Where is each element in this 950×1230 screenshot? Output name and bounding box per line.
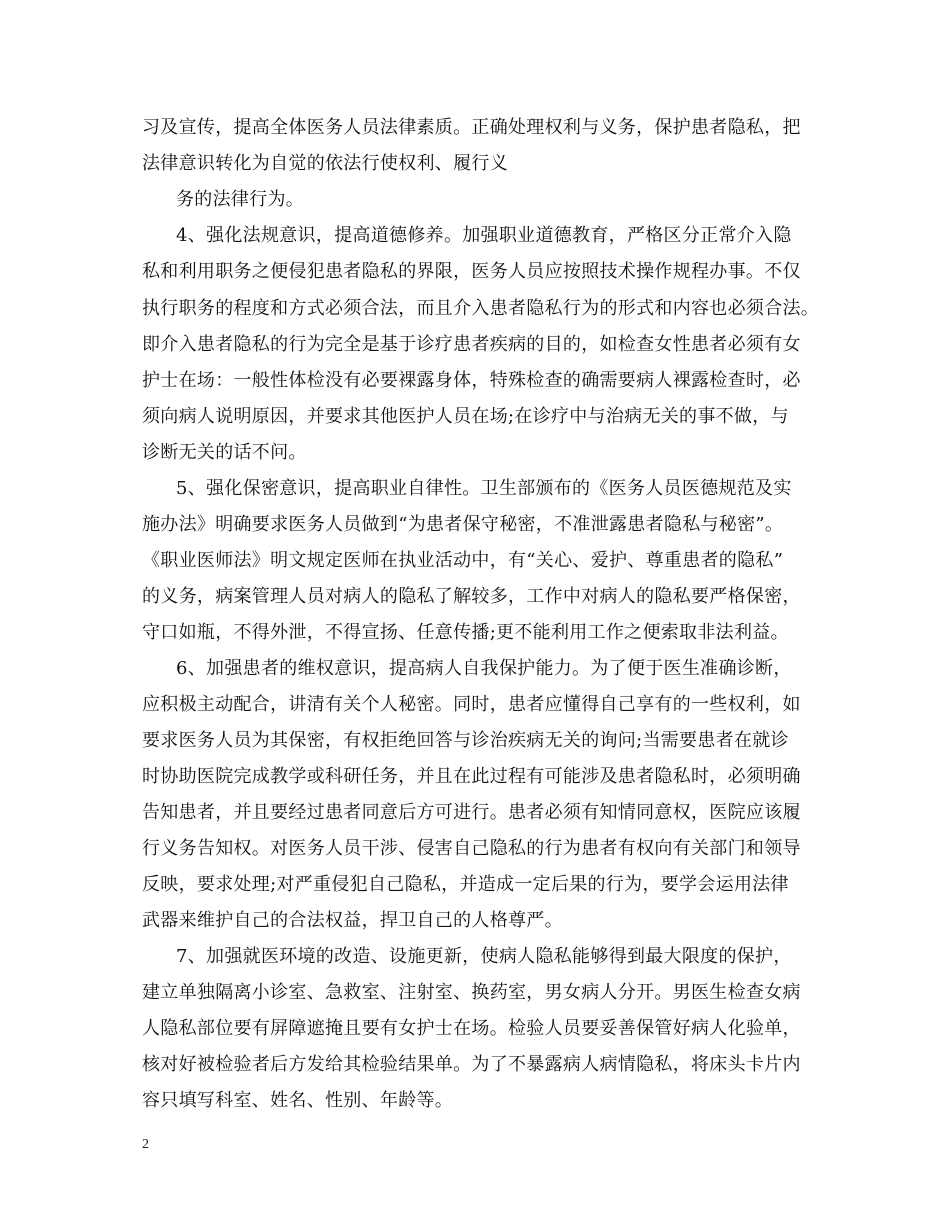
text-line: 习及宣传，提高全体医务人员法律素质。正确处理权利与义务，保护患者隐私，把 [142, 117, 801, 138]
text-line: 护士在场：一般性体检没有必要裸露身体，特殊检查的确需要病人裸露检查时，必 [142, 370, 801, 391]
text-line: 行义务告知权。对医务人员干涉、侵害自己隐私的行为患者有权向有关部门和领导 [142, 838, 801, 859]
text-line: 时协助医院完成教学或科研任务，并且在此过程有可能涉及患者隐私时，必须明确 [142, 766, 801, 787]
text-line: 核对好被检验者后方发给其检验结果单。为了不暴露病人病情隐私，将床头卡片内 [142, 1054, 801, 1075]
text-line: 法律意识转化为自觉的依法行使权利、履行义 [142, 153, 508, 174]
text-line: 反映，要求处理;对严重侵犯自己隐私，并造成一定后果的行为，要学会运用法律 [142, 874, 789, 895]
text-line: 施办法》明确要求医务人员做到“为患者保守秘密，不准泄露患者隐私与秘密”。 [142, 514, 784, 535]
page-number: 2 [142, 1137, 149, 1152]
paragraph-4-first-line: 4、强化法规意识，提高道德修养。加强职业道德教育，严格区分正常介入隐 [176, 225, 792, 246]
text-line: 人隐私部位要有屏障遮掩且要有女护士在场。检验人员要妥善保管好病人化验单， [142, 1018, 801, 1039]
text-line: 即介入患者隐私的行为完全是基于诊疗患者疾病的目的，如检查女性患者必须有女 [142, 334, 801, 355]
text-line: 应积极主动配合，讲清有关个人秘密。同时，患者应懂得自己享有的一些权利，如 [142, 694, 801, 715]
text-line: 守口如瓶，不得外泄，不得宣扬、任意传播;更不能利用工作之便索取非法利益。 [142, 622, 789, 643]
text-line: 武器来维护自己的合法权益，捍卫自己的人格尊严。 [142, 910, 563, 931]
text-line: 容只填写科室、姓名、性别、年龄等。 [142, 1090, 454, 1111]
text-line: 须向病人说明原因，并要求其他医护人员在场;在诊疗中与治病无关的事不做，与 [142, 406, 789, 427]
text-line: 要求医务人员为其保密，有权拒绝回答与诊治疾病无关的询问;当需要患者在就诊 [142, 730, 789, 751]
text-line: 执行职务的程度和方式必须合法，而且介入患者隐私行为的形式和内容也必须合法。 [142, 298, 820, 319]
text-line: 私和利用职务之便侵犯患者隐私的界限，医务人员应按照技术操作规程办事。不仅 [142, 261, 801, 282]
text-line: 务的法律行为。 [176, 189, 305, 210]
text-line: 的义务，病案管理人员对病人的隐私了解较多，工作中对病人的隐私要严格保密， [142, 586, 801, 607]
text-line: 《职业医师法》明文规定医师在执业活动中，有“关心、爱护、尊重患者的隐私” [142, 550, 784, 571]
text-line: 建立单独隔离小诊室、急救室、注射室、换药室，男女病人分开。男医生检查女病 [142, 982, 801, 1003]
text-line: 诊断无关的话不问。 [142, 442, 307, 463]
paragraph-5-first-line: 5、强化保密意识，提高职业自律性。卫生部颁布的《医务人员医德规范及实 [176, 478, 792, 499]
paragraph-6-first-line: 6、加强患者的维权意识，提高病人自我保护能力。为了便于医生准确诊断， [176, 658, 792, 679]
text-line: 告知患者，并且要经过患者同意后方可进行。患者必须有知情同意权，医院应该履 [142, 802, 801, 823]
paragraph-7-first-line: 7、加强就医环境的改造、设施更新，使病人隐私能够得到最大限度的保护， [176, 946, 792, 967]
